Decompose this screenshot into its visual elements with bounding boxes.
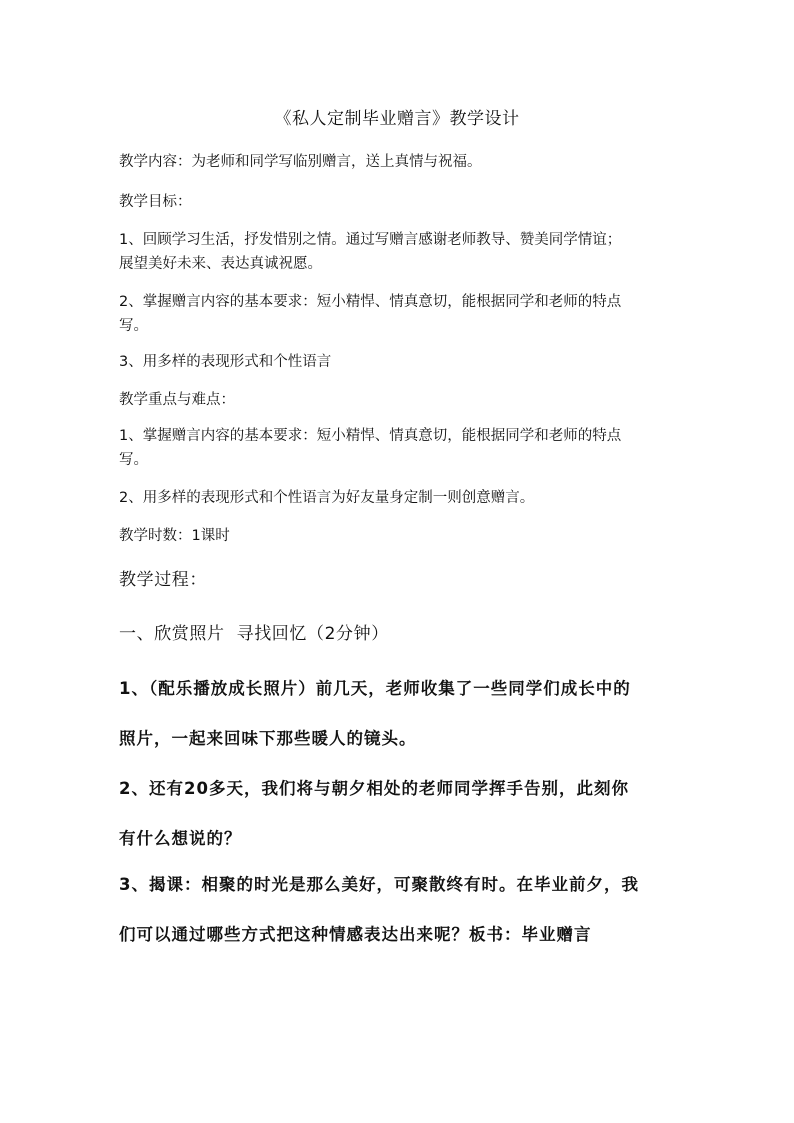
key-point-1: 1、掌握赠言内容的基本要求：短小精悍、情真意切，能根据同学和老师的特点 写。 (119, 428, 622, 468)
teaching-content: 教学内容：为老师和同学写临别赠言，送上真情与祝福。 (119, 154, 482, 170)
process-step-3: 3、揭课：相聚的时光是那么美好，可聚散终有时。在毕业前夕，我 们可以通过哪些方式把这种情感表达出来呢？板书：毕业赠言 (119, 875, 639, 944)
process-heading: 教学过程： (119, 570, 207, 590)
goal-item-1: 1、回顾学习生活，抒发惜别之情。通过写赠言感谢老师教导、赞美同学情谊； 展望美好未来、表达真诚祝愿。 (119, 232, 622, 272)
goal-item-2: 2、掌握赠言内容的基本要求：短小精悍、情真意切，能根据同学和老师的特点 写。 (119, 294, 622, 334)
goals-heading: 教学目标： (119, 194, 192, 210)
teaching-hours: 教学时数：1课时 (119, 528, 230, 544)
process-step-1: 1、（配乐播放成长照片）前几天，老师收集了一些同学们成长中的 照片，一起来回味下那些暖人的镜头。 (119, 679, 631, 748)
document-title: 《私人定制毕业赠言》教学设计 (274, 109, 520, 129)
process-step-2: 2、还有20多天，我们将与朝夕相处的老师同学挥手告别，此刻你 有什么想说的？ (119, 779, 629, 848)
goal-item-3: 3、用多样的表现形式和个性语言 (119, 354, 332, 370)
section-1-heading: 一、欣赏照片 寻找回忆（2分钟） (119, 624, 389, 644)
key-points-heading: 教学重点与难点： (119, 392, 235, 408)
key-point-2: 2、用多样的表现形式和个性语言为好友量身定制一则创意赠言。 (119, 490, 535, 506)
